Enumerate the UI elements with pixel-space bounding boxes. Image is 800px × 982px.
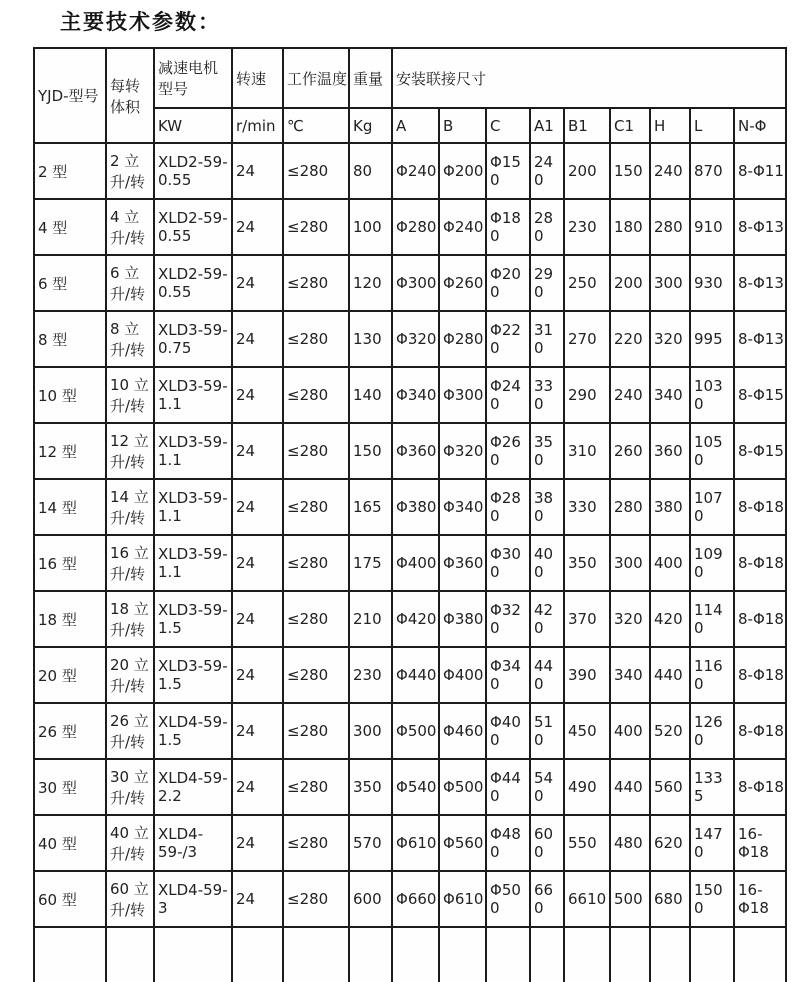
- cell-dim-b1: 490: [564, 759, 610, 815]
- cell-temp: ≤280: [283, 479, 349, 535]
- cell-speed: 24: [232, 423, 283, 479]
- cell-motor-model: XLD2-59-0.55: [154, 199, 232, 255]
- cell-model: 2 型: [34, 143, 106, 199]
- cell-dim-c1: 280: [610, 479, 650, 535]
- cell-dim-a: Φ380: [392, 479, 439, 535]
- cell-n-phi: 16-Φ18: [734, 871, 786, 927]
- cell-temp: ≤280: [283, 703, 349, 759]
- table-row: [34, 647, 786, 703]
- cell-motor-model: XLD3-59-1.5: [154, 591, 232, 647]
- cell-dim-a: Φ320: [392, 311, 439, 367]
- cell-dim-a: Φ360: [392, 423, 439, 479]
- page-title: 主要技术参数：: [60, 10, 221, 34]
- cell-speed: 24: [232, 255, 283, 311]
- table-row: [34, 535, 786, 591]
- cell-dim-b1: 550: [564, 815, 610, 871]
- cell-motor-model: XLD3-59-1.1: [154, 535, 232, 591]
- cell-dim-a1: 380: [530, 479, 564, 535]
- spec-table-body: [34, 143, 786, 927]
- cell-dim-b: Φ340: [439, 479, 486, 535]
- col-dim-nphi: N-Φ: [734, 108, 786, 143]
- cell-temp: ≤280: [283, 255, 349, 311]
- col-header-speed: 转速: [232, 48, 283, 108]
- cell-dim-h: 280: [650, 199, 690, 255]
- cell-dim-c: Φ220: [486, 311, 530, 367]
- cell-speed: 24: [232, 199, 283, 255]
- cell-model: 8 型: [34, 311, 106, 367]
- table-row: [34, 311, 786, 367]
- cell-dim-a: Φ500: [392, 703, 439, 759]
- cell-dim-h: 520: [650, 703, 690, 759]
- cell-dim-c1: 320: [610, 591, 650, 647]
- cell-dim-b: Φ300: [439, 367, 486, 423]
- cell-model: 26 型: [34, 703, 106, 759]
- cell-dim-c: Φ180: [486, 199, 530, 255]
- cell-dim-a1: 280: [530, 199, 564, 255]
- cell-dim-b1: 390: [564, 647, 610, 703]
- cell-temp: ≤280: [283, 199, 349, 255]
- cell-model: 20 型: [34, 647, 106, 703]
- cell-dim-a: Φ540: [392, 759, 439, 815]
- cell-temp: ≤280: [283, 143, 349, 199]
- cell-dim-l: 930: [690, 255, 734, 311]
- cell-dim-b: Φ560: [439, 815, 486, 871]
- cell-model: 14 型: [34, 479, 106, 535]
- cell-speed: 24: [232, 311, 283, 367]
- cell-model: 18 型: [34, 591, 106, 647]
- col-unit-kw: KW: [154, 108, 232, 143]
- cell-dim-b: Φ260: [439, 255, 486, 311]
- cell-dim-h: 620: [650, 815, 690, 871]
- cell-dim-a1: 600: [530, 815, 564, 871]
- cell-model: 40 型: [34, 815, 106, 871]
- cell-dim-c1: 200: [610, 255, 650, 311]
- col-unit-celsius: ℃: [283, 108, 349, 143]
- cell-speed: 24: [232, 871, 283, 927]
- cell-motor-model: XLD3-59-1.1: [154, 423, 232, 479]
- cell-weight: 230: [349, 647, 392, 703]
- cell-volume: 26 立升/转: [106, 703, 154, 759]
- cell-dim-b1: 6610: [564, 871, 610, 927]
- cell-dim-b1: 310: [564, 423, 610, 479]
- cell-dim-a: Φ610: [392, 815, 439, 871]
- col-dim-a: A: [392, 108, 439, 143]
- cell-dim-c1: 340: [610, 647, 650, 703]
- cell-dim-l: 1335: [690, 759, 734, 815]
- cell-volume: 30 立升/转: [106, 759, 154, 815]
- cell-weight: 350: [349, 759, 392, 815]
- cell-dim-h: 240: [650, 143, 690, 199]
- cell-dim-l: 995: [690, 311, 734, 367]
- table-row: [34, 871, 786, 927]
- table-row: [34, 423, 786, 479]
- col-header-model: YJD-型号: [34, 48, 106, 143]
- cell-dim-c1: 500: [610, 871, 650, 927]
- cell-weight: 150: [349, 423, 392, 479]
- cell-model: 60 型: [34, 871, 106, 927]
- cell-volume: 18 立升/转: [106, 591, 154, 647]
- cell-temp: ≤280: [283, 815, 349, 871]
- col-header-mounting: 安装联接尺寸: [392, 48, 786, 108]
- cell-dim-h: 560: [650, 759, 690, 815]
- cell-dim-l: 1160: [690, 647, 734, 703]
- spec-table-partial: [34, 927, 786, 982]
- col-dim-l: L: [690, 108, 734, 143]
- cell-motor-model: XLD3-59-0.75: [154, 311, 232, 367]
- cell-dim-a1: 400: [530, 535, 564, 591]
- cell-dim-c: Φ500: [486, 871, 530, 927]
- table-row: [34, 199, 786, 255]
- cell-temp: ≤280: [283, 311, 349, 367]
- cell-motor-model: XLD4-59-1.5: [154, 703, 232, 759]
- cell-volume: 8 立升/转: [106, 311, 154, 367]
- cell-motor-model: XLD3-59-1.1: [154, 367, 232, 423]
- cell-dim-c1: 480: [610, 815, 650, 871]
- cell-dim-h: 680: [650, 871, 690, 927]
- cell-dim-h: 380: [650, 479, 690, 535]
- cell-volume: 20 立升/转: [106, 647, 154, 703]
- col-header-motor: 减速电机型号: [154, 48, 232, 108]
- cell-dim-c: Φ280: [486, 479, 530, 535]
- cell-dim-b: Φ500: [439, 759, 486, 815]
- cell-temp: ≤280: [283, 871, 349, 927]
- cell-dim-a1: 330: [530, 367, 564, 423]
- table-row: [34, 815, 786, 871]
- cell-dim-b: Φ360: [439, 535, 486, 591]
- cell-dim-b1: 350: [564, 535, 610, 591]
- cell-dim-b: Φ280: [439, 311, 486, 367]
- cell-weight: 210: [349, 591, 392, 647]
- cell-motor-model: XLD3-59-1.5: [154, 647, 232, 703]
- cell-dim-b1: 230: [564, 199, 610, 255]
- cell-dim-b: Φ460: [439, 703, 486, 759]
- cell-volume: 6 立升/转: [106, 255, 154, 311]
- cell-dim-b: Φ320: [439, 423, 486, 479]
- cell-dim-a1: 540: [530, 759, 564, 815]
- cell-dim-b1: 250: [564, 255, 610, 311]
- cell-n-phi: 8-Φ18: [734, 479, 786, 535]
- cell-weight: 100: [349, 199, 392, 255]
- cell-model: 10 型: [34, 367, 106, 423]
- cell-dim-h: 320: [650, 311, 690, 367]
- cell-weight: 80: [349, 143, 392, 199]
- cell-temp: ≤280: [283, 423, 349, 479]
- col-dim-b: B: [439, 108, 486, 143]
- table-row: [34, 591, 786, 647]
- cell-volume: 16 立升/转: [106, 535, 154, 591]
- col-header-volume: 每转体积: [106, 48, 154, 143]
- table-row: [34, 367, 786, 423]
- cell-dim-c1: 300: [610, 535, 650, 591]
- cell-model: 12 型: [34, 423, 106, 479]
- cell-temp: ≤280: [283, 591, 349, 647]
- cell-temp: ≤280: [283, 535, 349, 591]
- cell-dim-c: Φ440: [486, 759, 530, 815]
- cell-volume: 10 立升/转: [106, 367, 154, 423]
- cell-dim-c: Φ200: [486, 255, 530, 311]
- cell-dim-l: 1050: [690, 423, 734, 479]
- cell-n-phi: 8-Φ13: [734, 255, 786, 311]
- cell-dim-l: 870: [690, 143, 734, 199]
- cell-temp: ≤280: [283, 647, 349, 703]
- cell-weight: 570: [349, 815, 392, 871]
- cell-dim-c: Φ320: [486, 591, 530, 647]
- cell-dim-c: Φ240: [486, 367, 530, 423]
- cell-dim-c: Φ150: [486, 143, 530, 199]
- cell-motor-model: XLD4-59-2.2: [154, 759, 232, 815]
- cell-dim-c1: 260: [610, 423, 650, 479]
- spec-table: [33, 47, 787, 982]
- cell-dim-b: Φ400: [439, 647, 486, 703]
- cell-dim-a: Φ240: [392, 143, 439, 199]
- cell-n-phi: 8-Φ15: [734, 423, 786, 479]
- cell-dim-h: 360: [650, 423, 690, 479]
- cell-dim-b1: 200: [564, 143, 610, 199]
- cell-weight: 175: [349, 535, 392, 591]
- cell-dim-a: Φ440: [392, 647, 439, 703]
- cell-dim-a1: 240: [530, 143, 564, 199]
- cell-model: 6 型: [34, 255, 106, 311]
- cell-weight: 130: [349, 311, 392, 367]
- cell-volume: 60 立升/转: [106, 871, 154, 927]
- cell-dim-h: 400: [650, 535, 690, 591]
- cell-dim-a: Φ420: [392, 591, 439, 647]
- cell-weight: 300: [349, 703, 392, 759]
- cell-dim-c1: 440: [610, 759, 650, 815]
- cell-dim-l: 1470: [690, 815, 734, 871]
- cell-volume: 40 立升/转: [106, 815, 154, 871]
- col-unit-rmin: r/min: [232, 108, 283, 143]
- cell-speed: 24: [232, 591, 283, 647]
- col-header-temp: 工作温度: [283, 48, 349, 108]
- cell-speed: 24: [232, 647, 283, 703]
- cell-weight: 600: [349, 871, 392, 927]
- cell-motor-model: XLD2-59-0.55: [154, 143, 232, 199]
- cell-dim-l: 1070: [690, 479, 734, 535]
- cell-temp: ≤280: [283, 367, 349, 423]
- col-dim-c1: C1: [610, 108, 650, 143]
- cell-n-phi: 8-Φ13: [734, 311, 786, 367]
- cell-dim-c1: 240: [610, 367, 650, 423]
- cell-dim-l: 1140: [690, 591, 734, 647]
- cell-model: 16 型: [34, 535, 106, 591]
- cell-dim-b1: 270: [564, 311, 610, 367]
- table-row: [34, 255, 786, 311]
- cell-n-phi: 8-Φ18: [734, 591, 786, 647]
- cell-dim-b1: 330: [564, 479, 610, 535]
- col-dim-c: C: [486, 108, 530, 143]
- cell-dim-b: Φ380: [439, 591, 486, 647]
- cell-dim-c1: 220: [610, 311, 650, 367]
- cell-dim-b1: 370: [564, 591, 610, 647]
- cell-motor-model: XLD4-59-/3: [154, 815, 232, 871]
- cell-speed: 24: [232, 479, 283, 535]
- cell-model: 4 型: [34, 199, 106, 255]
- cell-dim-c: Φ340: [486, 647, 530, 703]
- cell-dim-a1: 290: [530, 255, 564, 311]
- cell-model: 30 型: [34, 759, 106, 815]
- cell-motor-model: XLD3-59-1.1: [154, 479, 232, 535]
- cell-n-phi: 8-Φ11: [734, 143, 786, 199]
- cell-volume: 12 立升/转: [106, 423, 154, 479]
- cell-dim-c: Φ260: [486, 423, 530, 479]
- cell-dim-c1: 400: [610, 703, 650, 759]
- cell-dim-a: Φ300: [392, 255, 439, 311]
- cell-speed: 24: [232, 815, 283, 871]
- cell-dim-b: Φ200: [439, 143, 486, 199]
- cell-n-phi: 16-Φ18: [734, 815, 786, 871]
- cell-dim-h: 300: [650, 255, 690, 311]
- cell-dim-a: Φ340: [392, 367, 439, 423]
- cell-volume: 14 立升/转: [106, 479, 154, 535]
- col-dim-h: H: [650, 108, 690, 143]
- cell-dim-c1: 180: [610, 199, 650, 255]
- cell-dim-a1: 310: [530, 311, 564, 367]
- cell-dim-b: Φ240: [439, 199, 486, 255]
- cell-dim-h: 440: [650, 647, 690, 703]
- cell-volume: 4 立升/转: [106, 199, 154, 255]
- cell-speed: 24: [232, 535, 283, 591]
- cell-weight: 140: [349, 367, 392, 423]
- table-row: [34, 759, 786, 815]
- cell-dim-c: Φ400: [486, 703, 530, 759]
- cell-n-phi: 8-Φ18: [734, 647, 786, 703]
- cell-dim-l: 1260: [690, 703, 734, 759]
- col-dim-b1: B1: [564, 108, 610, 143]
- cell-dim-a: Φ660: [392, 871, 439, 927]
- cell-speed: 24: [232, 759, 283, 815]
- cell-dim-b: Φ610: [439, 871, 486, 927]
- cell-speed: 24: [232, 703, 283, 759]
- cell-motor-model: XLD4-59-3: [154, 871, 232, 927]
- cell-dim-a1: 420: [530, 591, 564, 647]
- col-header-weight: 重量: [349, 48, 392, 108]
- cell-temp: ≤280: [283, 759, 349, 815]
- col-dim-a1: A1: [530, 108, 564, 143]
- cell-n-phi: 8-Φ15: [734, 367, 786, 423]
- cell-dim-l: 910: [690, 199, 734, 255]
- cell-dim-a: Φ280: [392, 199, 439, 255]
- cell-dim-l: 1500: [690, 871, 734, 927]
- cell-n-phi: 8-Φ18: [734, 703, 786, 759]
- cell-dim-a1: 660: [530, 871, 564, 927]
- cell-volume: 2 立升/转: [106, 143, 154, 199]
- cell-dim-h: 420: [650, 591, 690, 647]
- cell-dim-c1: 150: [610, 143, 650, 199]
- cell-weight: 165: [349, 479, 392, 535]
- cell-dim-a: Φ400: [392, 535, 439, 591]
- cell-motor-model: XLD2-59-0.55: [154, 255, 232, 311]
- cell-dim-h: 340: [650, 367, 690, 423]
- table-row: [34, 479, 786, 535]
- cell-n-phi: 8-Φ18: [734, 759, 786, 815]
- cell-n-phi: 8-Φ13: [734, 199, 786, 255]
- cell-dim-l: 1030: [690, 367, 734, 423]
- cell-speed: 24: [232, 367, 283, 423]
- cell-dim-a1: 440: [530, 647, 564, 703]
- cell-weight: 120: [349, 255, 392, 311]
- table-row: [34, 703, 786, 759]
- table-row: [34, 143, 786, 199]
- cell-speed: 24: [232, 143, 283, 199]
- cell-dim-b1: 450: [564, 703, 610, 759]
- cell-dim-b1: 290: [564, 367, 610, 423]
- cell-dim-c: Φ300: [486, 535, 530, 591]
- cell-dim-a1: 510: [530, 703, 564, 759]
- cell-n-phi: 8-Φ18: [734, 535, 786, 591]
- cell-dim-l: 1090: [690, 535, 734, 591]
- partial-row: [34, 927, 786, 982]
- cell-dim-a1: 350: [530, 423, 564, 479]
- cell-dim-c: Φ480: [486, 815, 530, 871]
- col-unit-kg: Kg: [349, 108, 392, 143]
